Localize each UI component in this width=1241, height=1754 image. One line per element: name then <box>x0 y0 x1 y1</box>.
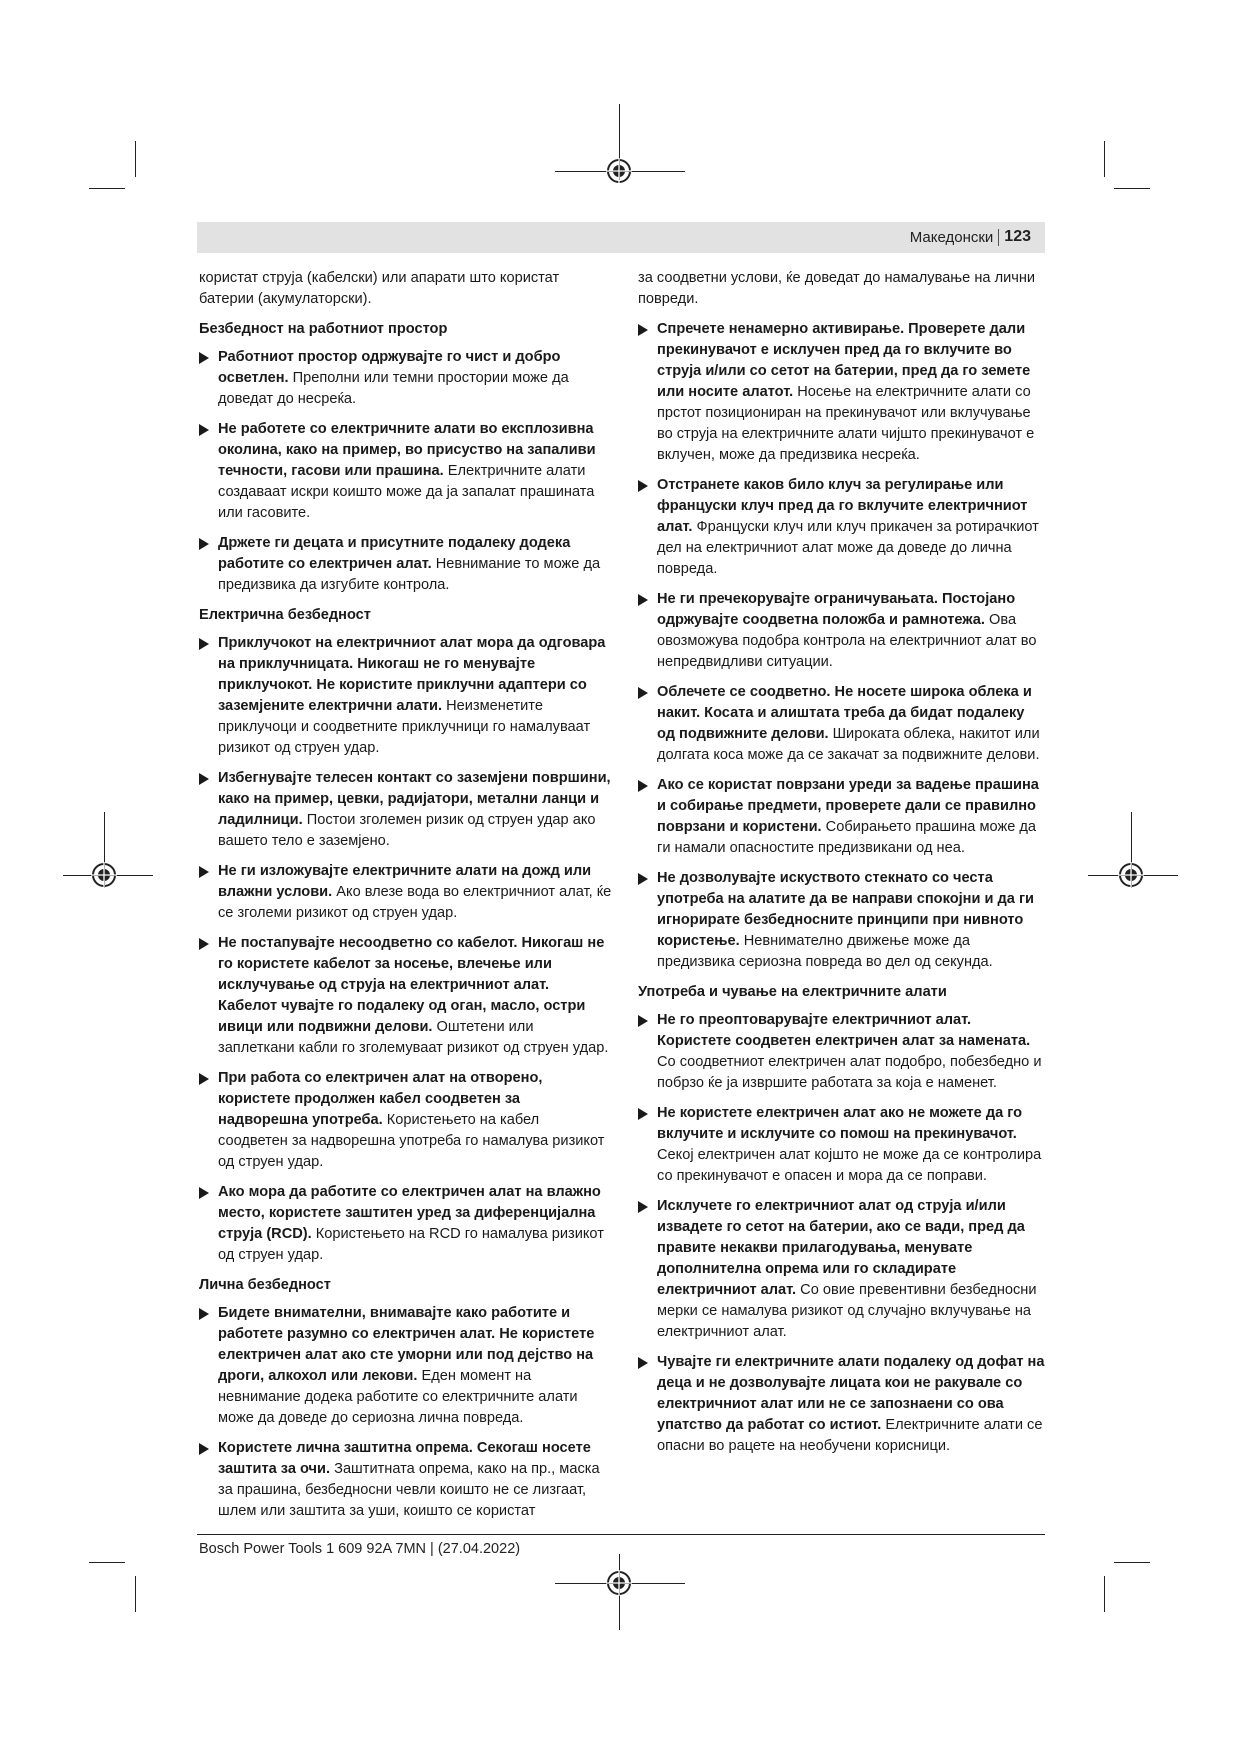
list-item <box>199 768 612 852</box>
header-language: Македонски <box>909 228 994 246</box>
item-text: Електричните алати создаваат искри коишто може да ја запалат прашината или гасовите. <box>218 463 595 521</box>
item-text: Електричните алати се опасни во рацете на необучени корисници. <box>657 1417 1043 1454</box>
bullet-arrow-icon <box>638 594 648 606</box>
item-bold-text: Не го преоптоварувајте електричниот алат. Користете соодветен електричен алат за намената. <box>657 1012 1031 1049</box>
list-item <box>199 1303 612 1429</box>
bullet-arrow-icon <box>199 866 209 878</box>
item-text: Ако влезе вода во електричниот алат, ќе се зголеми ризикот од струен удар. <box>218 884 612 921</box>
left-column <box>199 268 612 1531</box>
bullet-arrow-icon <box>199 1308 209 1320</box>
item-bold-text: Не ги изложувајте електричните алати на дожд или влажни услови. <box>218 863 592 900</box>
right-intro: за соодветни услови, ќе доведат до намалување на лични повреди. <box>638 270 1036 307</box>
item-bold-text: Облечете се соодветно. Не носете широка облека и накит. Косата и алиштата треба да бидат подалеку од подвижните делови. <box>657 684 1032 742</box>
list-item <box>199 419 612 524</box>
bullet-arrow-icon <box>199 424 209 436</box>
bullet-arrow-icon <box>638 687 648 699</box>
page-header <box>197 222 1045 253</box>
list-item <box>638 319 1046 466</box>
left-intro: користат струја (кабелски) или апарати што користат батерии (акумулаторски). <box>199 270 560 307</box>
section-heading-workplace: Безбедност на работниот простор <box>199 321 448 337</box>
footer-rule <box>197 1534 1045 1535</box>
list-item <box>199 861 612 924</box>
list-item <box>199 1438 612 1522</box>
item-text: Користењето на кабел соодветен за надворешна употреба го намалува ризикот од струен удар. <box>218 1112 605 1170</box>
crop-mark-top-left-v <box>135 141 136 177</box>
item-text: Широката облека, накитот или долгата коса може да се закачат за подвижните делови. <box>657 726 1040 763</box>
item-text: Невнимание то може да предизвика да изгубите контрола. <box>218 556 601 593</box>
item-bold-text: Не дозволувајте искуството стекнато со честа употреба на алатите да ве направи спокојни и да ги игнорирате безбедносните принципи при нивното користење. <box>657 870 1035 949</box>
bullet-arrow-icon <box>199 1187 209 1199</box>
item-bold-text: Избегнувајте телесен контакт со заземјени површини, како на пример, цевки, радијатори, метални ланци и ладилници. <box>218 770 611 828</box>
list-item <box>638 1010 1046 1094</box>
list-item <box>638 868 1046 973</box>
item-bold-text: Спречете ненамерно активирање. Проверете дали прекинувачот е исклучен пред да го вклучите во струја и/или со сетот на батерии, пред да го земете или носите алатот. <box>657 321 1031 400</box>
item-text: Ова овозможува подобра контрола на електричниот алат во непредвидливи ситуации. <box>657 612 1037 670</box>
crop-mark-bottom-right-v <box>1104 1576 1105 1612</box>
item-bold-text: Работниот простор одржувајте го чист и добро осветлен. <box>218 349 561 386</box>
section-heading-tool-use: Употреба и чување на електричните алати <box>638 984 947 1000</box>
bullet-arrow-icon <box>638 873 648 885</box>
item-bold-text: Не користете електричен алат ако не можете да го вклучите и исклучите со помош на прекинувачот. <box>657 1105 1023 1142</box>
section-heading-electrical: Електрична безбедност <box>199 607 371 623</box>
item-text: Со соодветниот електричен алат подобро, побезбедно и побрзо ќе ја извршите работата за која е наменет. <box>657 1054 1042 1091</box>
bullet-arrow-icon <box>638 780 648 792</box>
item-bold-text: Исклучете го електричниот алат од струја и/или извадете го сетот на батерии, ако се вади, пред да правите некакви прилагодувања, менувате дополнителна опрема или го складирате електричниот алат. <box>657 1198 1025 1298</box>
list-item <box>638 475 1046 580</box>
item-text: Заштитната опрема, како на пр., маска за прашина, безбедносни чевли коишто не се лизгаат, шлем или заштита за уши, коишто се користат <box>218 1461 600 1519</box>
list-item <box>199 1068 612 1173</box>
item-text: Собирањето прашина може да ги намали опасностите предизвикани од неа. <box>657 819 1037 856</box>
item-text: Со овие превентивни безбедносни мерки се намалува ризикот од случајно вклучување на електричниот алат. <box>657 1282 1037 1340</box>
bullet-arrow-icon <box>638 1201 648 1213</box>
crop-mark-top-left-h <box>89 188 125 189</box>
page-footer: Bosch Power Tools 1 609 92A 7MN | (27.04.2022) <box>199 1541 521 1557</box>
registration-mark-bottom-icon <box>606 1570 632 1596</box>
item-text: Француски клуч или клуч прикачен за ротирачкиот дел на електричниот алат може да доведе до лична повреда. <box>657 519 1039 577</box>
item-bold-text: Приклучокот на електричниот алат мора да одговара на приклучницата. Никогаш не го менувајте приклучокот. Не користите приклучни адаптери со заземјените електрични алати. <box>218 635 606 714</box>
item-text: Еден момент на невнимание додека работите со електричните алати може да доведе до сериозна лична повреда. <box>218 1368 578 1426</box>
item-text: Преполни или темни простории може да доведат до несреќа. <box>218 370 569 407</box>
list-item <box>638 1352 1046 1457</box>
item-text: Постои зголемен ризик од струен удар ако вашето тело е заземјено. <box>218 812 596 849</box>
right-column <box>638 268 1046 1466</box>
bullet-arrow-icon <box>199 773 209 785</box>
bullet-arrow-icon <box>199 1443 209 1455</box>
item-text: Носење на електричните алати со прстот позициониран на прекинувачот или вклучување во струја на електричните алати чијшто прекинувачот е вклучен, може да предизвика несреќа. <box>657 384 1035 463</box>
item-bold-text: Чувајте ги електричните алати подалеку од дофат на деца и не дозволувајте лицата кои не ракувале со електричниот алат или не се запознаени со ова упатство да работат со истиот. <box>657 1354 1045 1433</box>
crop-mark-bottom-left-h <box>89 1562 125 1563</box>
list-item <box>199 633 612 759</box>
item-text: Секој електричен алат којшто не може да се контролира со прекинувачот е опасен и мора да се поправи. <box>657 1147 1042 1184</box>
bullet-arrow-icon <box>638 1108 648 1120</box>
list-item <box>199 933 612 1059</box>
bullet-arrow-icon <box>199 638 209 650</box>
crop-mark-bottom-left-v <box>135 1576 136 1612</box>
item-bold-text: При работа со електричен алат на отворено, користете продолжен кабел соодветен за надворешна употреба. <box>218 1070 543 1128</box>
page-number: 123 <box>1004 228 1031 245</box>
list-item <box>638 1103 1046 1187</box>
list-item <box>638 682 1046 766</box>
crop-mark-top-right-v <box>1104 141 1105 177</box>
crop-mark-bottom-right-h <box>1114 1562 1150 1563</box>
bullet-arrow-icon <box>638 324 648 336</box>
bullet-arrow-icon <box>638 1357 648 1369</box>
item-bold-text: Не работете со електричните алати во експлозивна околина, како на пример, во присуство на запаливи течности, гасови или прашина. <box>218 421 596 479</box>
item-bold-text: Ако мора да работите со електричен алат на влажно место, користете заштитен уред за диференцијална струја (RCD). <box>218 1184 601 1242</box>
bullet-arrow-icon <box>199 352 209 364</box>
list-item <box>638 775 1046 859</box>
item-bold-text: Држете ги децата и присутните подалеку додека работите со електричен алат. <box>218 535 571 572</box>
bullet-arrow-icon <box>199 1073 209 1085</box>
section-heading-personal: Лична безбедност <box>199 1277 331 1293</box>
bullet-arrow-icon <box>638 1015 648 1027</box>
list-item <box>199 533 612 596</box>
item-bold-text: Користете лична заштитна опрема. Секогаш носете заштита за очи. <box>218 1440 591 1477</box>
item-text: Неизменетите приклучоци и соодветните приклучници го намалуваат ризикот од струен удар. <box>218 698 591 756</box>
item-bold-text: Бидете внимателни, внимавајте како работите и работете разумно со електричен алат. Не користете електричен алат ако сте уморни или под дејство на дроги, алкохол или лекови. <box>218 1305 595 1384</box>
item-bold-text: Не постапувајте несоодветно со кабелот. Никогаш не го користете кабелот за носење, влечење или исклучување од струја на електричниот алат. Кабелот чувајте го подалеку од оган, масло, остри ивици или подвижни делови. <box>218 935 605 1035</box>
header-text <box>910 228 1031 246</box>
crop-mark-top-right-h <box>1114 188 1150 189</box>
registration-mark-left-icon <box>91 862 117 888</box>
item-text: Невнимателно движење може да предизвика сериозна повреда во дел од секунда. <box>657 933 993 970</box>
item-bold-text: Ако се користат поврзани уреди за вадење прашина и собирање предмети, проверете дали се правилно поврзани и користени. <box>657 777 1039 835</box>
list-item <box>199 347 612 410</box>
header-separator <box>998 229 999 246</box>
registration-mark-top-icon <box>606 158 632 184</box>
item-bold-text: Не ги пречекорувајте ограничувањата. Постојано одржувајте соодветна положба и рамнотежа. <box>657 591 1016 628</box>
bullet-arrow-icon <box>199 538 209 550</box>
registration-mark-right-icon <box>1118 862 1144 888</box>
item-text: Оштетени или заплеткани кабли го зголемуваат ризикот од струен удар. <box>218 1019 609 1056</box>
bullet-arrow-icon <box>199 938 209 950</box>
list-item <box>638 1196 1046 1343</box>
item-text: Користењето на RCD го намалува ризикот од струен удар. <box>218 1226 604 1263</box>
list-item <box>199 1182 612 1266</box>
bullet-arrow-icon <box>638 480 648 492</box>
item-bold-text: Отстранете каков било клуч за регулирање или француски клуч пред да го вклучите електричниот алат. <box>657 477 1028 535</box>
list-item <box>638 589 1046 673</box>
